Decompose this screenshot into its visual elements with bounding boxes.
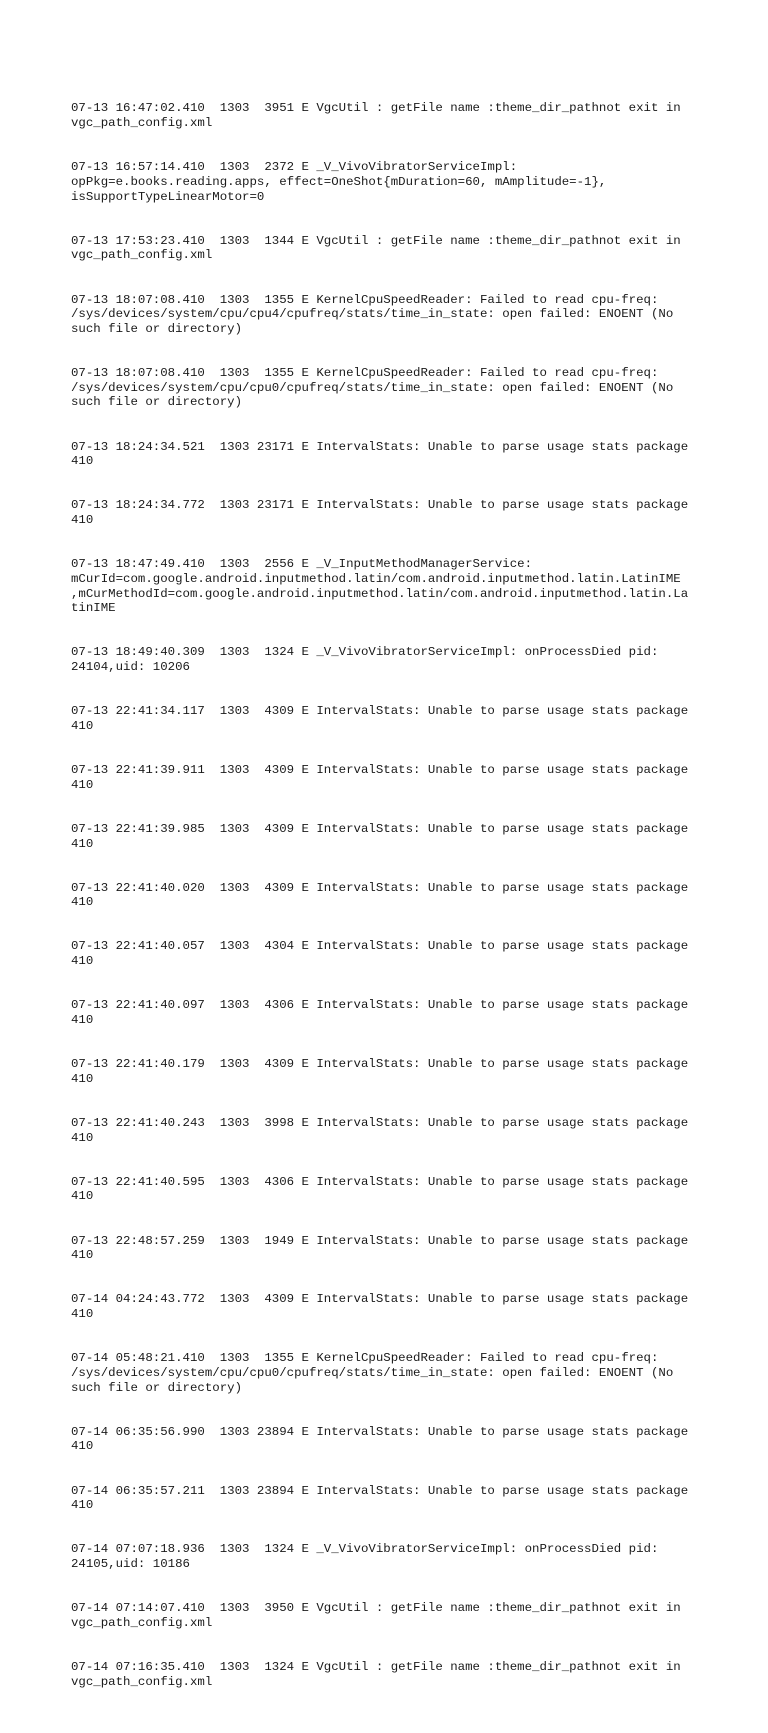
log-entry: 07-14 06:35:56.990 1303 23894 E IntervalStats: Unable to parse usage stats package 410 <box>71 1424 689 1454</box>
log-entry: 07-13 18:07:08.410 1303 1355 E KernelCpuSpeedReader: Failed to read cpu-freq: /sys/devices/system/cpu/cpu0/cpufreq/stats/time_in_state: open failed: ENOENT (No such file or directory) <box>71 366 674 410</box>
log-text-block <box>71 72 711 1733</box>
log-entry: 07-13 22:41:40.057 1303 4304 E IntervalStats: Unable to parse usage stats package 410 <box>71 939 689 969</box>
log-entry: 07-13 22:41:39.985 1303 4309 E IntervalStats: Unable to parse usage stats package 410 <box>71 821 689 851</box>
log-entry: 07-13 22:41:40.097 1303 4306 E IntervalStats: Unable to parse usage stats package 410 <box>71 998 689 1027</box>
log-entry: 07-14 07:14:07.410 1303 3950 E VgcUtil : getFile name :theme_dir_pathnot exit in vgc_path_config.xml <box>71 1601 681 1630</box>
log-entry: 07-13 22:41:40.595 1303 4306 E IntervalStats: Unable to parse usage stats package 410 <box>71 1174 689 1204</box>
log-entry: 07-13 18:24:34.521 1303 23171 E IntervalStats: Unable to parse usage stats package 410 <box>71 439 689 469</box>
log-entry: 07-14 04:24:43.772 1303 4309 E IntervalStats: Unable to parse usage stats package 410 <box>71 1292 689 1322</box>
log-entry: 07-13 22:41:34.117 1303 4309 E IntervalStats: Unable to parse usage stats package 410 <box>71 704 689 733</box>
log-entry: 07-14 06:35:57.211 1303 23894 E IntervalStats: Unable to parse usage stats package 410 <box>71 1483 689 1513</box>
log-entry: 07-13 22:48:57.259 1303 1949 E IntervalStats: Unable to parse usage stats package 410 <box>71 1233 689 1263</box>
log-entry: 07-13 22:41:40.243 1303 3998 E IntervalStats: Unable to parse usage stats package 410 <box>71 1115 689 1145</box>
log-entry: 07-13 16:57:14.410 1303 2372 E _V_VivoVibratorServiceImpl: opPkg=e.books.reading.apps, effect=OneShot{mDuration=60, mAmplitude=-1}, isSupportTypeLinearMotor=0 <box>71 160 607 204</box>
log-entry: 07-13 22:41:40.020 1303 4309 E IntervalStats: Unable to parse usage stats package 410 <box>71 880 689 910</box>
log-entry: 07-13 18:24:34.772 1303 23171 E IntervalStats: Unable to parse usage stats package 410 <box>71 498 689 528</box>
log-entry: 07-13 18:49:40.309 1303 1324 E _V_VivoVibratorServiceImpl: onProcessDied pid: 24104,uid: 10206 <box>71 645 659 675</box>
log-entry: 07-14 07:16:35.410 1303 1324 E VgcUtil : getFile name :theme_dir_pathnot exit in vgc_path_config.xml <box>71 1659 681 1689</box>
log-entry: 07-13 16:47:02.410 1303 3951 E VgcUtil : getFile name :theme_dir_pathnot exit in vgc_path_config.xml <box>71 101 681 131</box>
log-entry: 07-13 22:41:39.911 1303 4309 E IntervalStats: Unable to parse usage stats package 410 <box>71 763 689 792</box>
log-entry: 07-14 05:48:21.410 1303 1355 E KernelCpuSpeedReader: Failed to read cpu-freq: /sys/devices/system/cpu/cpu0/cpufreq/stats/time_in_state: open failed: ENOENT (No such file or directory) <box>71 1351 674 1395</box>
log-entry: 07-13 18:07:08.410 1303 1355 E KernelCpuSpeedReader: Failed to read cpu-freq: /sys/devices/system/cpu/cpu4/cpufreq/stats/time_in_state: open failed: ENOENT (No such file or directory) <box>71 292 674 336</box>
log-entry: 07-14 07:07:18.936 1303 1324 E _V_VivoVibratorServiceImpl: onProcessDied pid: 24105,uid: 10186 <box>71 1542 659 1572</box>
log-entry: 07-13 17:53:23.410 1303 1344 E VgcUtil : getFile name :theme_dir_pathnot exit in vgc_path_config.xml <box>71 233 681 263</box>
log-entry: 07-13 22:41:40.179 1303 4309 E IntervalStats: Unable to parse usage stats package 410 <box>71 1057 689 1086</box>
log-entry: 07-13 18:47:49.410 1303 2556 E _V_InputMethodManagerService: mCurId=com.google.android.inputmethod.latin/com.android.inputmethod.latin.LatinIME ,mCurMethodId=com.google.android.inputmethod.latin/com.android.inputmethod.latin.La tinIME <box>71 557 689 616</box>
